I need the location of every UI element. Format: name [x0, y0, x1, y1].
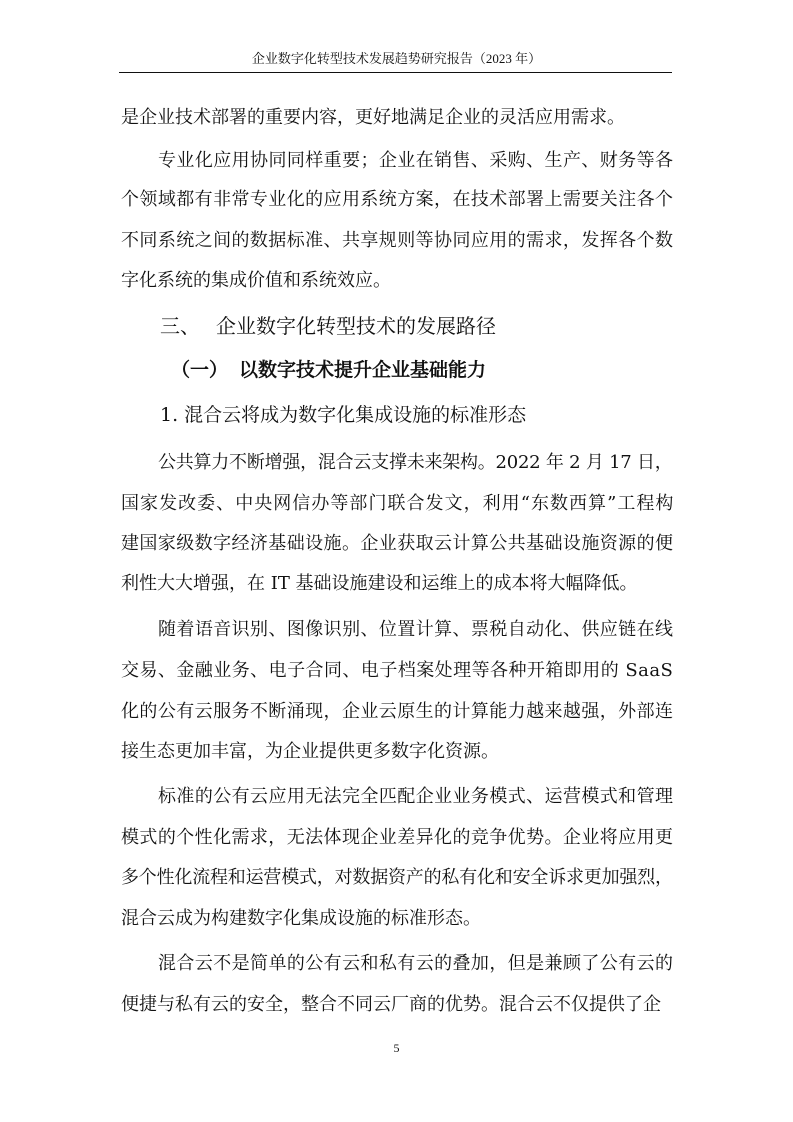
text-line: 利性大大增强，在 IT 基础设施建设和运维上的成本将大幅降低。	[121, 573, 638, 594]
text-line: 个领域都有非常专业化的应用系统方案，在技术部署上需要关注各个	[121, 189, 674, 210]
text-line: 混合云成为构建数字化集成设施的标准形态。	[121, 908, 481, 929]
subsection-number: （一）	[171, 359, 229, 381]
text-line: 建国家级数字经济基础设施。企业获取云计算公共基础设施资源的便	[121, 533, 674, 554]
text-line: 便捷与私有云的安全，整合不同云厂商的优势。混合云不仅提供了企	[121, 994, 661, 1015]
page-number: 5	[393, 1041, 400, 1055]
text-line: 模式的个性化需求，无法体现企业差异化的竞争优势。企业将应用更	[121, 827, 674, 848]
text-line: 标准的公有云应用无法完全匹配企业业务模式、运营模式和管理	[158, 786, 674, 807]
text-line: 随着语音识别、图像识别、位置计算、票税自动化、供应链在线	[158, 619, 674, 640]
section-heading	[160, 311, 496, 341]
text-line: 多个性化流程和运营模式，对数据资产的私有化和安全诉求更加强烈，	[121, 867, 673, 888]
text-line: 交易、金融业务、电子合同、电子档案处理等各种开箱即用的 SaaS	[121, 660, 674, 681]
subsection-heading	[171, 355, 486, 385]
subsection-title: 以数字技术提升企业基础能力	[239, 359, 487, 381]
text-line: 不同系统之间的数据标准、共享规则等协同应用的需求，发挥各个数	[121, 230, 674, 251]
item-heading: 1. 混合云将成为数字化集成设施的标准形态	[160, 404, 527, 426]
running-title: 企业数字化转型技术发展趋势研究报告（2023 年）	[251, 51, 542, 66]
text-line: 专业化应用协同同样重要；企业在销售、采购、生产、财务等各	[158, 150, 674, 171]
section-title: 企业数字化转型技术的发展路径	[216, 314, 496, 338]
text-line: 国家发改委、中央网信办等部门联合发文，利用“东数西算”工程构	[121, 493, 675, 514]
text-line: 化的公有云服务不断涌现，企业云原生的计算能力越来越强，外部连	[121, 701, 674, 722]
text-line: 接生态更加丰富，为企业提供更多数字化资源。	[121, 741, 499, 762]
text-line: 字化系统的集成价值和系统效应。	[121, 270, 391, 291]
text-line: 公共算力不断增强，混合云支撑未来架构。2022 年 2 月 17 日，	[158, 452, 673, 473]
text-line: 是企业技术部署的重要内容，更好地满足企业的灵活应用需求。	[121, 107, 625, 128]
text-line: 混合云不是简单的公有云和私有云的叠加，但是兼顾了公有云的	[158, 953, 674, 974]
header-rule	[119, 72, 672, 73]
section-number: 三、	[160, 314, 200, 338]
